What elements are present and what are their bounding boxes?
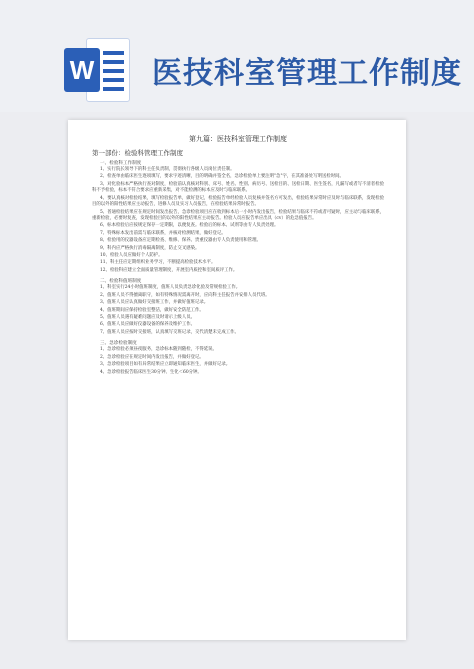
- paragraph: 2、检查单由临床医生逐项填写，要求字迹清晰，目的明确并签全名，急诊检验单上要注明"急"字，在其准备处写明送检时间。: [100, 174, 344, 180]
- paragraph: 2、急诊检验应在规定时间内发出报告，并做好登记。: [100, 354, 204, 360]
- paragraph: 6、值班人员应做好仪器设备的保养及维护工作。: [100, 322, 195, 328]
- paragraph: 10、检验人员应做好个人防护。: [100, 253, 163, 259]
- paragraph: 4、急诊检验报告临床医生30分钟、生化＜60分钟。: [100, 369, 202, 375]
- paragraph: 7、特殊标本发出前需与临床联系，并核对检测结果，做好登记。: [100, 230, 226, 236]
- section-heading: 一、检验科工作制度: [100, 161, 142, 166]
- part-title: 第一部份：检验科管理工作制度: [92, 149, 183, 157]
- document-banner: [0, 0, 474, 112]
- paragraph: 5、值班人员遇有疑难问题应及时请示上级人员。: [100, 315, 195, 321]
- paragraph: 4、值班期间应保持检验室整洁，做好安全防范工作。: [100, 307, 204, 313]
- document-page: [68, 120, 406, 640]
- word-icon: [64, 38, 130, 102]
- paragraph: 5、普通检验结果应在规定时间发出报告，急诊检验项目应在收到标本后一小时内发出报告，检验结果与临床不符或者可疑时，应主动与临床联系，重新检验，必要时复查，发现检验目的以外的阳性结果应主动报告。检验人员应报告单应出具（cv）的危急值报告。: [92, 209, 384, 221]
- banner-title: 医技科室管理工作制度: [152, 56, 462, 91]
- paragraph: 11、科主任应定期组织业务学习，不断提高检验技术水平。: [100, 260, 216, 266]
- document-title: 第九篇：医技科室管理工作制度: [189, 135, 287, 143]
- paragraph: 3、急诊检验项目如有异常结果应立即通知临床医生，并做好记录。: [100, 362, 231, 368]
- paragraph: 8、检验用的仪器设备应定期检查、维修、保养。贵重仪器由专人负责使用和管理。: [100, 238, 261, 244]
- section-heading: 二、检验科值班制度: [100, 279, 142, 285]
- paragraph: 9、科内应严格执行消毒隔离制度，防止交叉感染。: [100, 245, 200, 251]
- word-badge-letter: W: [64, 48, 100, 92]
- paragraph: 4、要认真核对检验结果，填写检验报告单，做好登记，检验报告单经检验人员复核并签名方可发出，检验结果异常时应及时与临床联系，发现检验目的以外的阳性结果应主动报告，进修人员及实习人员报告，在检验结果异常时报告。: [92, 195, 384, 208]
- paragraph: 3、对化验标本严格执行查对制度，检验前认真核对科别、床号、姓名、性别、病历号、送检目的、送检日期、医生签名，凡漏写或者写不清者检验科不予检验，标本不符合要求应重新采集，对不能检测的标本应及时与临床联系。: [92, 181, 384, 194]
- paragraph: 2、值班人员不得擅离职守，如有特殊情况需离开时，应向科主任报告并安排人员代班。: [100, 292, 270, 298]
- paragraph: 3、值班人员应认真做好交接班工作，并做好值班记录。: [100, 300, 209, 306]
- paragraph: 6、标本检验后应按规定保存一定期限，以便复查。检验后的标本、试剂等由专人负责处理。: [100, 223, 279, 229]
- paragraph: 1、科室实行24小时值班制度，值班人员负责急诊化验及常规检验工作。: [100, 285, 241, 291]
- section-emergency-rules: [92, 340, 384, 376]
- paragraph: 1、急诊检验必须昼夜服务，急诊标本随到随检，不得延误。: [100, 347, 217, 353]
- paragraph: 12、检验科应建立全面质量管理制度，开展室内质控和室间质评工作。: [100, 267, 238, 273]
- section-work-rules: [92, 160, 384, 274]
- document-content: [92, 134, 384, 377]
- section-heading: 三、急诊检验制度: [100, 341, 137, 347]
- paragraph: 7、值班人员应按时交接班，认真填写交班记录，交代清楚未完成工作。: [100, 329, 239, 335]
- section-duty-rules: [92, 278, 384, 336]
- paragraph: 1、实行院长领导下的科主任负责制，贯彻执行各级人员岗位责任制。: [100, 167, 235, 172]
